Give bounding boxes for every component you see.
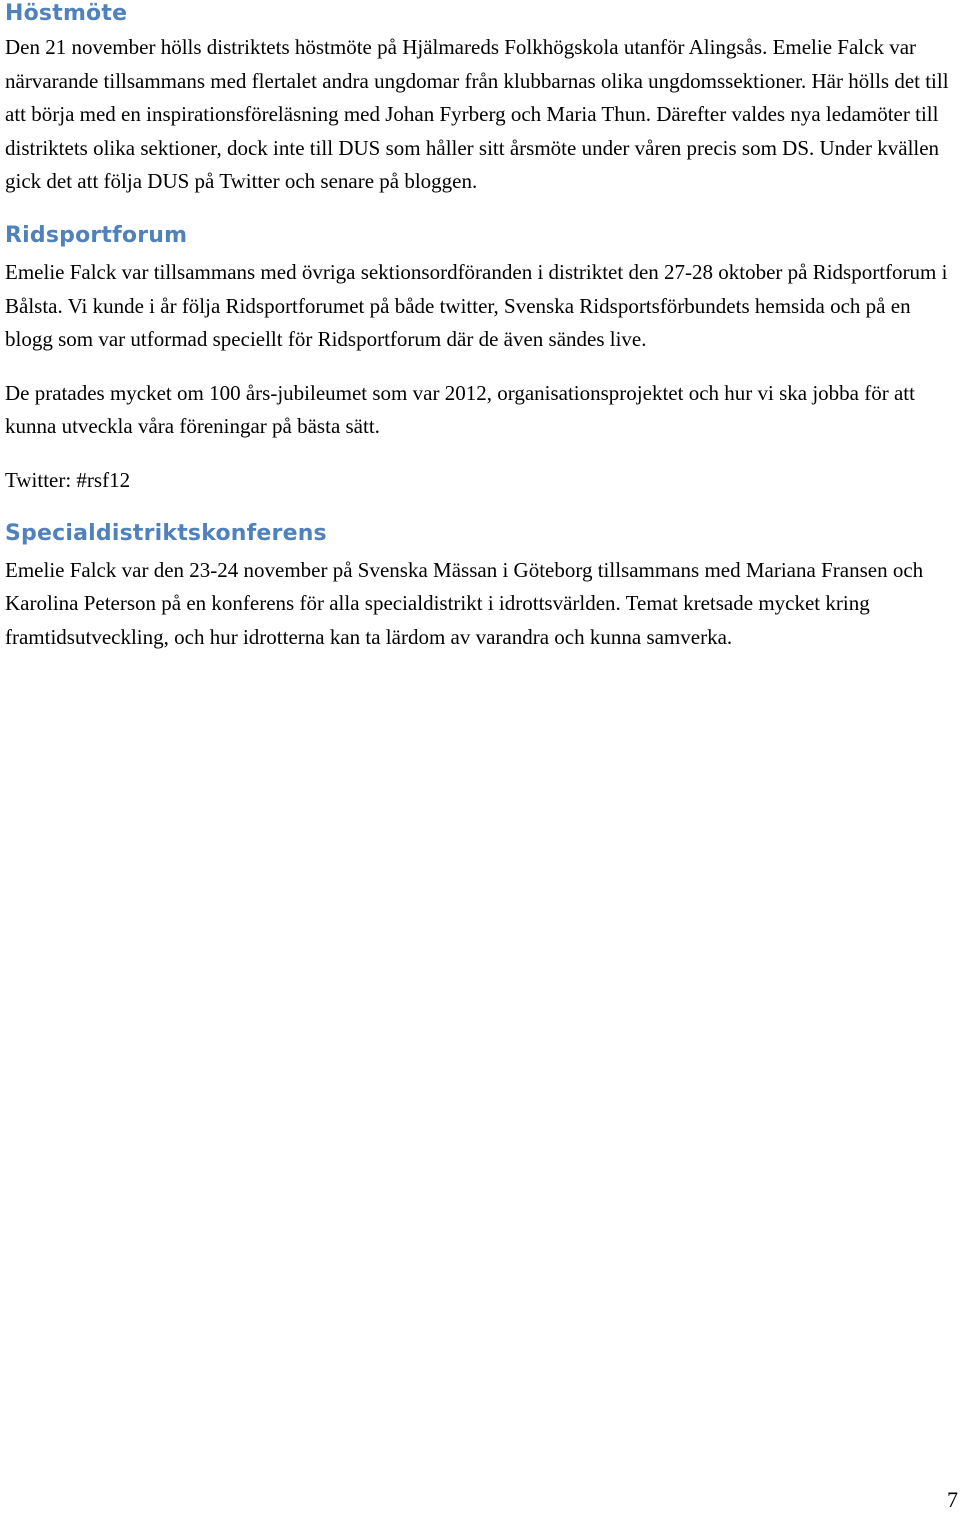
paragraph-ridsportforum-twitter: Twitter: #rsf12: [5, 467, 131, 492]
paragraph-ridsportforum-1: Emelie Falck var tillsammans med övriga sektionsordföranden i distriktet den 27-28 oktober på Ridsportforum i Bålsta. Vi kunde i år följa Ridsportforumet på både twitter, Svenska Ridsportsförbundets hemsida och på en blogg som var utformad speciellt för Ridsportforum där de även sändes live.: [5, 259, 948, 352]
document-page: [5, 0, 955, 654]
paragraph-hostmote: Den 21 november hölls distriktets höstmöte på Hjälmareds Folkhögskola utanför Alingsås. Emelie Falck var närvarande tillsammans med flertalet andra ungdomar från klubbarnas olika ungdomssektioner. Här hölls det till att börja med en inspirationsföreläsning med Johan Fyrberg och Maria Thun. Därefter valdes nya ledamöter till distriktets olika sektioner, dock inte till DUS som håller sitt årsmöte under våren precis som DS. Under kvällen gick det att följa DUS på Twitter och senare på bloggen.: [5, 35, 949, 194]
section-heading-hostmote: Höstmöte: [5, 1, 128, 26]
section-heading-ridsportforum: Ridsportforum: [5, 222, 188, 248]
paragraph-specialdistriktskonferens: Emelie Falck var den 23-24 november på Svenska Mässan i Göteborg tillsammans med Mariana Fransen och Karolina Peterson på en konferens för alla specialdistrikt i idrottsvärlden. Temat kretsade mycket kring framtidsutveckling, och hur idrotterna kan ta lärdom av varandra och kunna samverka.: [5, 557, 924, 649]
page-number: 7: [947, 1487, 958, 1512]
section-heading-specialdistriktskonferens: Specialdistriktskonferens: [5, 520, 327, 546]
paragraph-ridsportforum-2: De pratades mycket om 100 års-jubileumet som var 2012, organisationsprojektet och hur vi ska jobba för att kunna utveckla våra föreningar på bästa sätt.: [5, 380, 915, 439]
